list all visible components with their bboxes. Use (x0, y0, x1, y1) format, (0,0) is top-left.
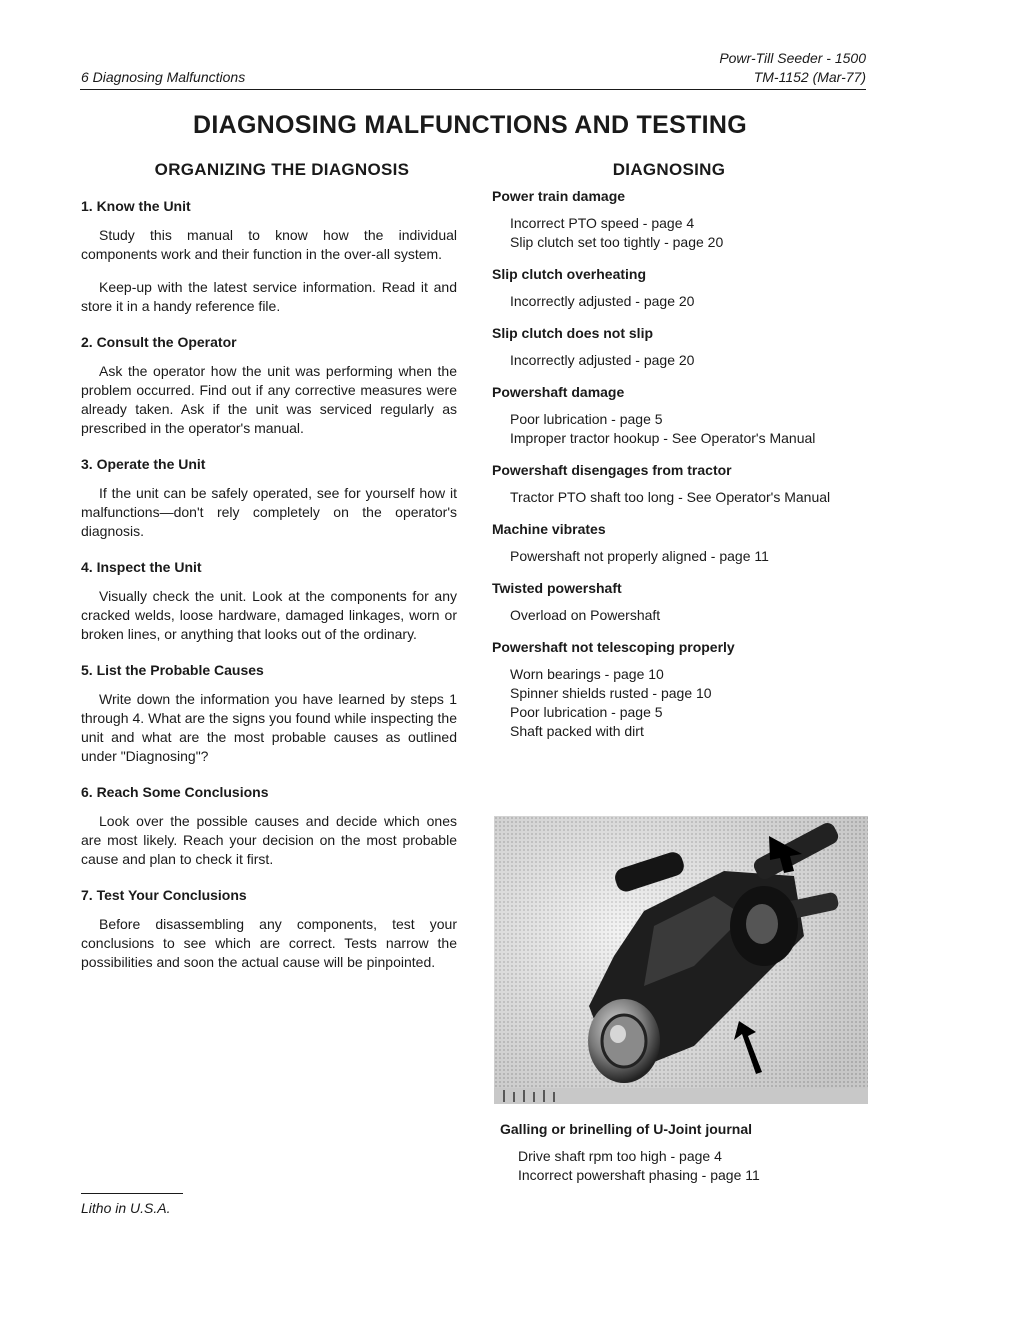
cause-item: Incorrectly adjusted - page 20 (510, 293, 695, 309)
step-paragraph: Before disassembling any components, test your conclusions to see which are correct. Tests narrow the possibilities and soon the actual cause will be pinpointed. (81, 916, 457, 970)
cause-item: Powershaft not properly aligned - page 11 (510, 548, 769, 564)
step-title: 5. List the Probable Causes (81, 662, 264, 678)
page-header-left: 6 Diagnosing Malfunctions (81, 69, 246, 85)
footer-rule (81, 1193, 183, 1194)
litho-note: Litho in U.S.A. (81, 1200, 171, 1216)
cause-item: Shaft packed with dirt (510, 723, 644, 739)
step-3 (81, 456, 457, 541)
diagnosing-column (492, 160, 874, 755)
step-paragraph: Write down the information you have learned by steps 1 through 4. What are the signs you found while inspecting the unit and what are the most probable causes as outlined under "Diagnosing"? (81, 691, 457, 764)
cause-item: Poor lubrication - page 5 (510, 411, 663, 427)
header-model: Powr-Till Seeder - 1500 (719, 50, 866, 66)
cause-item: Incorrectly adjusted - page 20 (510, 352, 695, 368)
step-paragraph: Study this manual to know how the individual components work and their function in the over-all system. (81, 227, 457, 262)
symptom-title: Powershaft damage (492, 384, 625, 400)
cause-item: Poor lubrication - page 5 (510, 704, 663, 720)
symptom-title: Machine vibrates (492, 521, 606, 537)
step-2 (81, 334, 457, 438)
cause-item: Tractor PTO shaft too long - See Operator's Manual (510, 489, 831, 505)
cause-item: Overload on Powershaft (510, 607, 661, 623)
page-title: DIAGNOSING MALFUNCTIONS AND TESTING (192, 111, 747, 139)
u-joint-photo (494, 816, 868, 1104)
step-title: 3. Operate the Unit (81, 456, 206, 472)
header-rule (80, 89, 866, 90)
page-header-right (719, 49, 866, 87)
cause-item: Drive shaft rpm too high - page 4 (518, 1148, 722, 1164)
diagnosis-group-powershaft-disengages (492, 462, 874, 507)
symptom-title: Galling or brinelling of U-Joint journal (500, 1121, 752, 1137)
diagnosis-group-powershaft-damage (492, 384, 874, 448)
step-7 (81, 887, 457, 972)
cause-item: Worn bearings - page 10 (510, 666, 664, 682)
symptom-title: Power train damage (492, 188, 626, 204)
photo-diagnosis-group (500, 1121, 880, 1185)
diagnosing-heading: DIAGNOSING (612, 160, 726, 179)
step-title: 7. Test Your Conclusions (81, 887, 247, 903)
organizing-column (81, 160, 457, 990)
cause-item: Incorrect PTO speed - page 4 (510, 215, 695, 231)
step-4 (81, 559, 457, 644)
header-manual-number: TM-1152 (Mar-77) (753, 69, 866, 85)
step-title: 1. Know the Unit (81, 198, 191, 214)
step-paragraph: If the unit can be safely operated, see for yourself how it malfunctions—don't rely completely on the operator's diagnosis. (81, 485, 457, 539)
symptom-title: Powershaft not telescoping properly (492, 639, 735, 655)
symptom-title: Twisted powershaft (492, 580, 622, 596)
step-paragraph: Look over the possible causes and decide which ones are most likely. Reach your decision on the most probable cause and plan to check it first. (81, 813, 457, 867)
symptom-title: Slip clutch overheating (492, 266, 647, 282)
step-title: 2. Consult the Operator (81, 334, 237, 350)
symptom-title: Powershaft disengages from tractor (492, 462, 732, 478)
diagnosis-group-machine-vibrates (492, 521, 874, 566)
cause-item: Incorrect powershaft phasing - page 11 (518, 1167, 760, 1183)
step-6 (81, 784, 457, 869)
organizing-heading: ORGANIZING THE DIAGNOSIS (154, 160, 410, 179)
diagnosis-group-slip-clutch-not-slipping (492, 325, 874, 370)
step-paragraph: Visually check the unit. Look at the components for any cracked welds, loose hardware, damaged linkages, worn or broken lines, or anything that looks out of the ordinary. (81, 588, 457, 642)
step-title: 6. Reach Some Conclusions (81, 784, 269, 800)
cause-item: Slip clutch set too tightly - page 20 (510, 234, 724, 250)
symptom-title: Slip clutch does not slip (492, 325, 654, 341)
cause-item: Improper tractor hookup - See Operator's Manual (510, 430, 816, 446)
step-paragraph: Ask the operator how the unit was performing when the problem occurred. Find out if any corrective measures were already taken. Ask if the unit was serviced regularly as prescribed in the operator's manual. (81, 363, 457, 436)
step-title: 4. Inspect the Unit (81, 559, 202, 575)
step-paragraph: Keep-up with the latest service information. Read it and store it in a handy reference file. (81, 279, 457, 314)
diagnosis-group-slip-clutch-overheating (492, 266, 874, 311)
step-5 (81, 662, 457, 766)
diagnosis-group-twisted-powershaft (492, 580, 874, 625)
diagnosis-group-not-telescoping (492, 639, 874, 741)
step-1 (81, 198, 457, 316)
cause-item: Spinner shields rusted - page 10 (510, 685, 712, 701)
diagnosis-group-power-train (492, 188, 874, 252)
